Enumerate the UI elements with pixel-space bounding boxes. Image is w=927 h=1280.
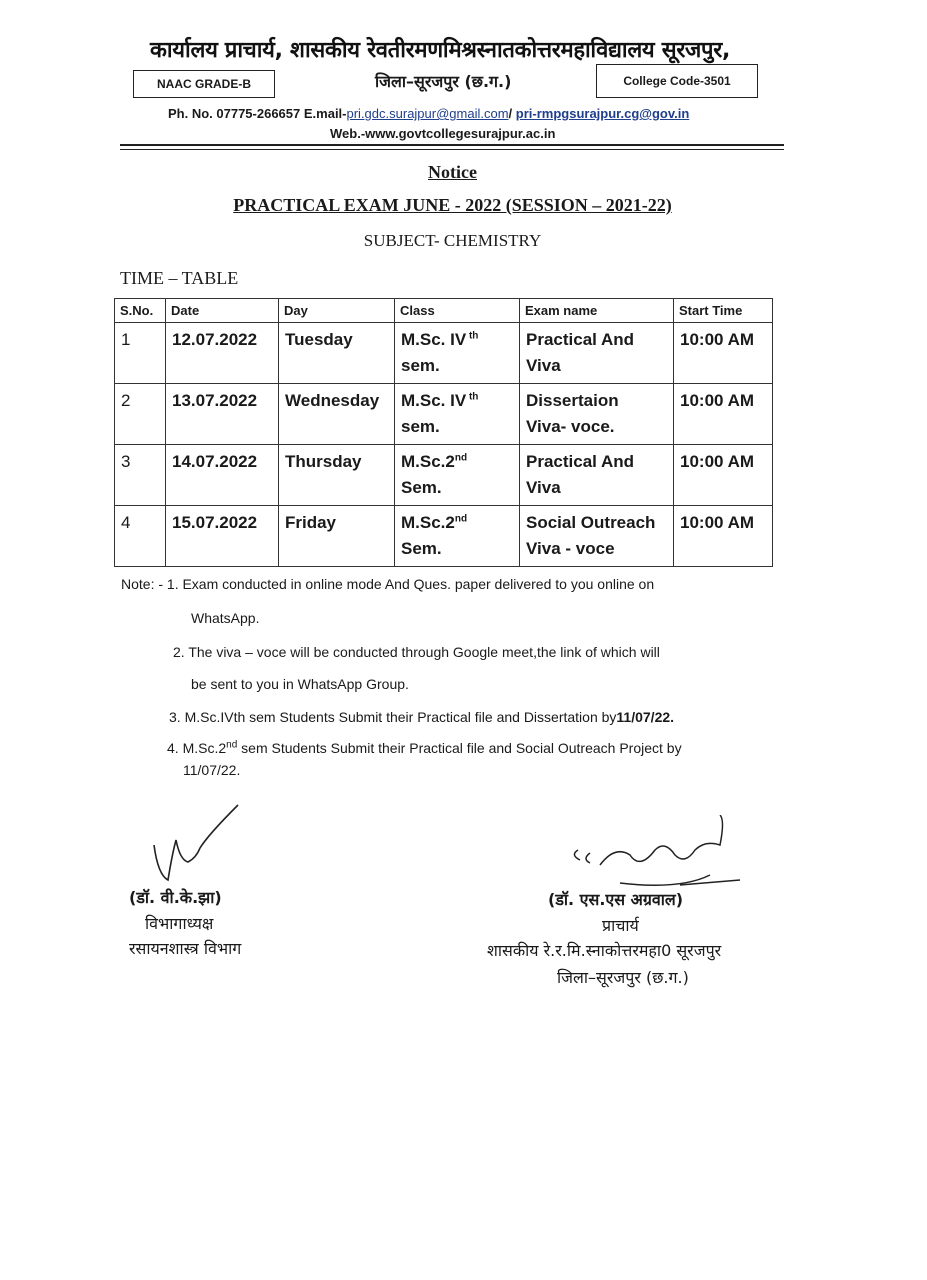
- table-row: [115, 445, 773, 506]
- note-3: 3. M.Sc.IVth sem Students Submit their Practical file and Dissertation by11/07/22.: [169, 709, 675, 725]
- table-row: [115, 323, 773, 384]
- col-header-date: Date: [166, 299, 279, 323]
- cell-sno: 3: [115, 445, 166, 506]
- header-divider-thin: [120, 149, 784, 150]
- phone-number: Ph. No. 07775-266657: [168, 106, 301, 121]
- cell-date: 12.07.2022: [166, 323, 279, 384]
- naac-grade-box: NAAC GRADE-B: [133, 70, 275, 98]
- contact-line: [168, 106, 689, 121]
- cell-sno: 1: [115, 323, 166, 384]
- cell-class: M.Sc. IV $^{th}$ sem.: [395, 323, 520, 384]
- hod-name: (डॉ. वी.के.झा): [129, 888, 222, 907]
- email-link-1[interactable]: pri.gdc.surajpur@gmail.com: [346, 106, 509, 121]
- cell-class: M.Sc. IV $^{th}$ sem.: [395, 384, 520, 445]
- cell-date: 15.07.2022: [166, 506, 279, 567]
- note-2-cont: be sent to you in WhatsApp Group.: [191, 676, 409, 692]
- cell-exam-name: Practical And Viva: [520, 445, 674, 506]
- cell-day: Friday: [279, 506, 395, 567]
- cell-start-time: 10:00 AM: [674, 445, 773, 506]
- subject-line: SUBJECT- CHEMISTRY: [363, 231, 542, 250]
- table-row: [115, 506, 773, 567]
- email-label: E.mail-: [303, 106, 347, 121]
- website-line: Web.-www.govtcollegesurajpur.ac.in: [330, 126, 556, 141]
- hod-designation: विभागाध्यक्ष: [145, 914, 214, 933]
- hod-signature: [148, 800, 243, 885]
- col-header-day: Day: [279, 299, 395, 323]
- cell-class: M.Sc.2nd Sem.: [395, 445, 520, 506]
- college-code-box: College Code-3501: [596, 64, 758, 98]
- cell-day: Thursday: [279, 445, 395, 506]
- note-1: Note: - 1. Exam conducted in online mode And Ques. paper delivered to you online on: [121, 576, 655, 592]
- exam-title: PRACTICAL EXAM JUNE - 2022 (SESSION – 2021-22): [233, 195, 672, 215]
- cell-class: M.Sc.2nd Sem.: [395, 506, 520, 567]
- header-divider: [120, 144, 784, 146]
- table-header-row: [115, 299, 773, 323]
- principal-name: (डॉ. एस.एस अग्रवाल): [548, 890, 684, 909]
- office-title: कार्यालय प्राचार्य, शासकीय रेवतीरमणमिश्रस्नातकोत्तरमहाविद्यालय सूरजपुर,: [150, 38, 731, 63]
- cell-start-time: 10:00 AM: [674, 384, 773, 445]
- note-4-cont: 11/07/22.: [183, 762, 241, 778]
- cell-date: 14.07.2022: [166, 445, 279, 506]
- email-link-2[interactable]: pri-rmpgsurajpur.cg@gov.in: [515, 106, 690, 121]
- cell-start-time: 10:00 AM: [674, 323, 773, 384]
- cell-start-time: 10:00 AM: [674, 506, 773, 567]
- col-header-start-time: Start Time: [674, 299, 773, 323]
- col-header-sno: S.No.: [115, 299, 166, 323]
- cell-date: 13.07.2022: [166, 384, 279, 445]
- principal-signature: [560, 815, 745, 895]
- cell-exam-name: Dissertaion Viva- voce.: [520, 384, 674, 445]
- cell-exam-name: Social Outreach Viva - voce: [520, 506, 674, 567]
- principal-college: शासकीय रे.र.मि.स्नाकोत्तरमहा0 सूरजपुर: [487, 941, 722, 960]
- time-table-label: TIME – TABLE: [120, 268, 239, 288]
- cell-exam-name: Practical And Viva: [520, 323, 674, 384]
- col-header-class: Class: [395, 299, 520, 323]
- email-separator: /: [508, 106, 513, 121]
- cell-sno: 2: [115, 384, 166, 445]
- principal-designation: प्राचार्य: [602, 916, 639, 935]
- cell-sno: 4: [115, 506, 166, 567]
- note-2: 2. The viva – voce will be conducted through Google meet,the link of which will: [173, 644, 660, 660]
- table-row: [115, 384, 773, 445]
- hod-department: रसायनशास्त्र विभाग: [129, 939, 242, 958]
- note-4: 4. M.Sc.2nd sem Students Submit their Practical file and Social Outreach Project by: [167, 739, 682, 756]
- notice-heading: Notice: [428, 162, 477, 182]
- district-line: जिला–सूरजपुर (छ.ग.): [375, 72, 512, 91]
- note-1-cont: WhatsApp.: [191, 610, 260, 626]
- col-header-exam-name: Exam name: [520, 299, 674, 323]
- cell-day: Tuesday: [279, 323, 395, 384]
- time-table: [114, 298, 773, 567]
- cell-day: Wednesday: [279, 384, 395, 445]
- principal-district: जिला–सूरजपुर (छ.ग.): [557, 968, 689, 987]
